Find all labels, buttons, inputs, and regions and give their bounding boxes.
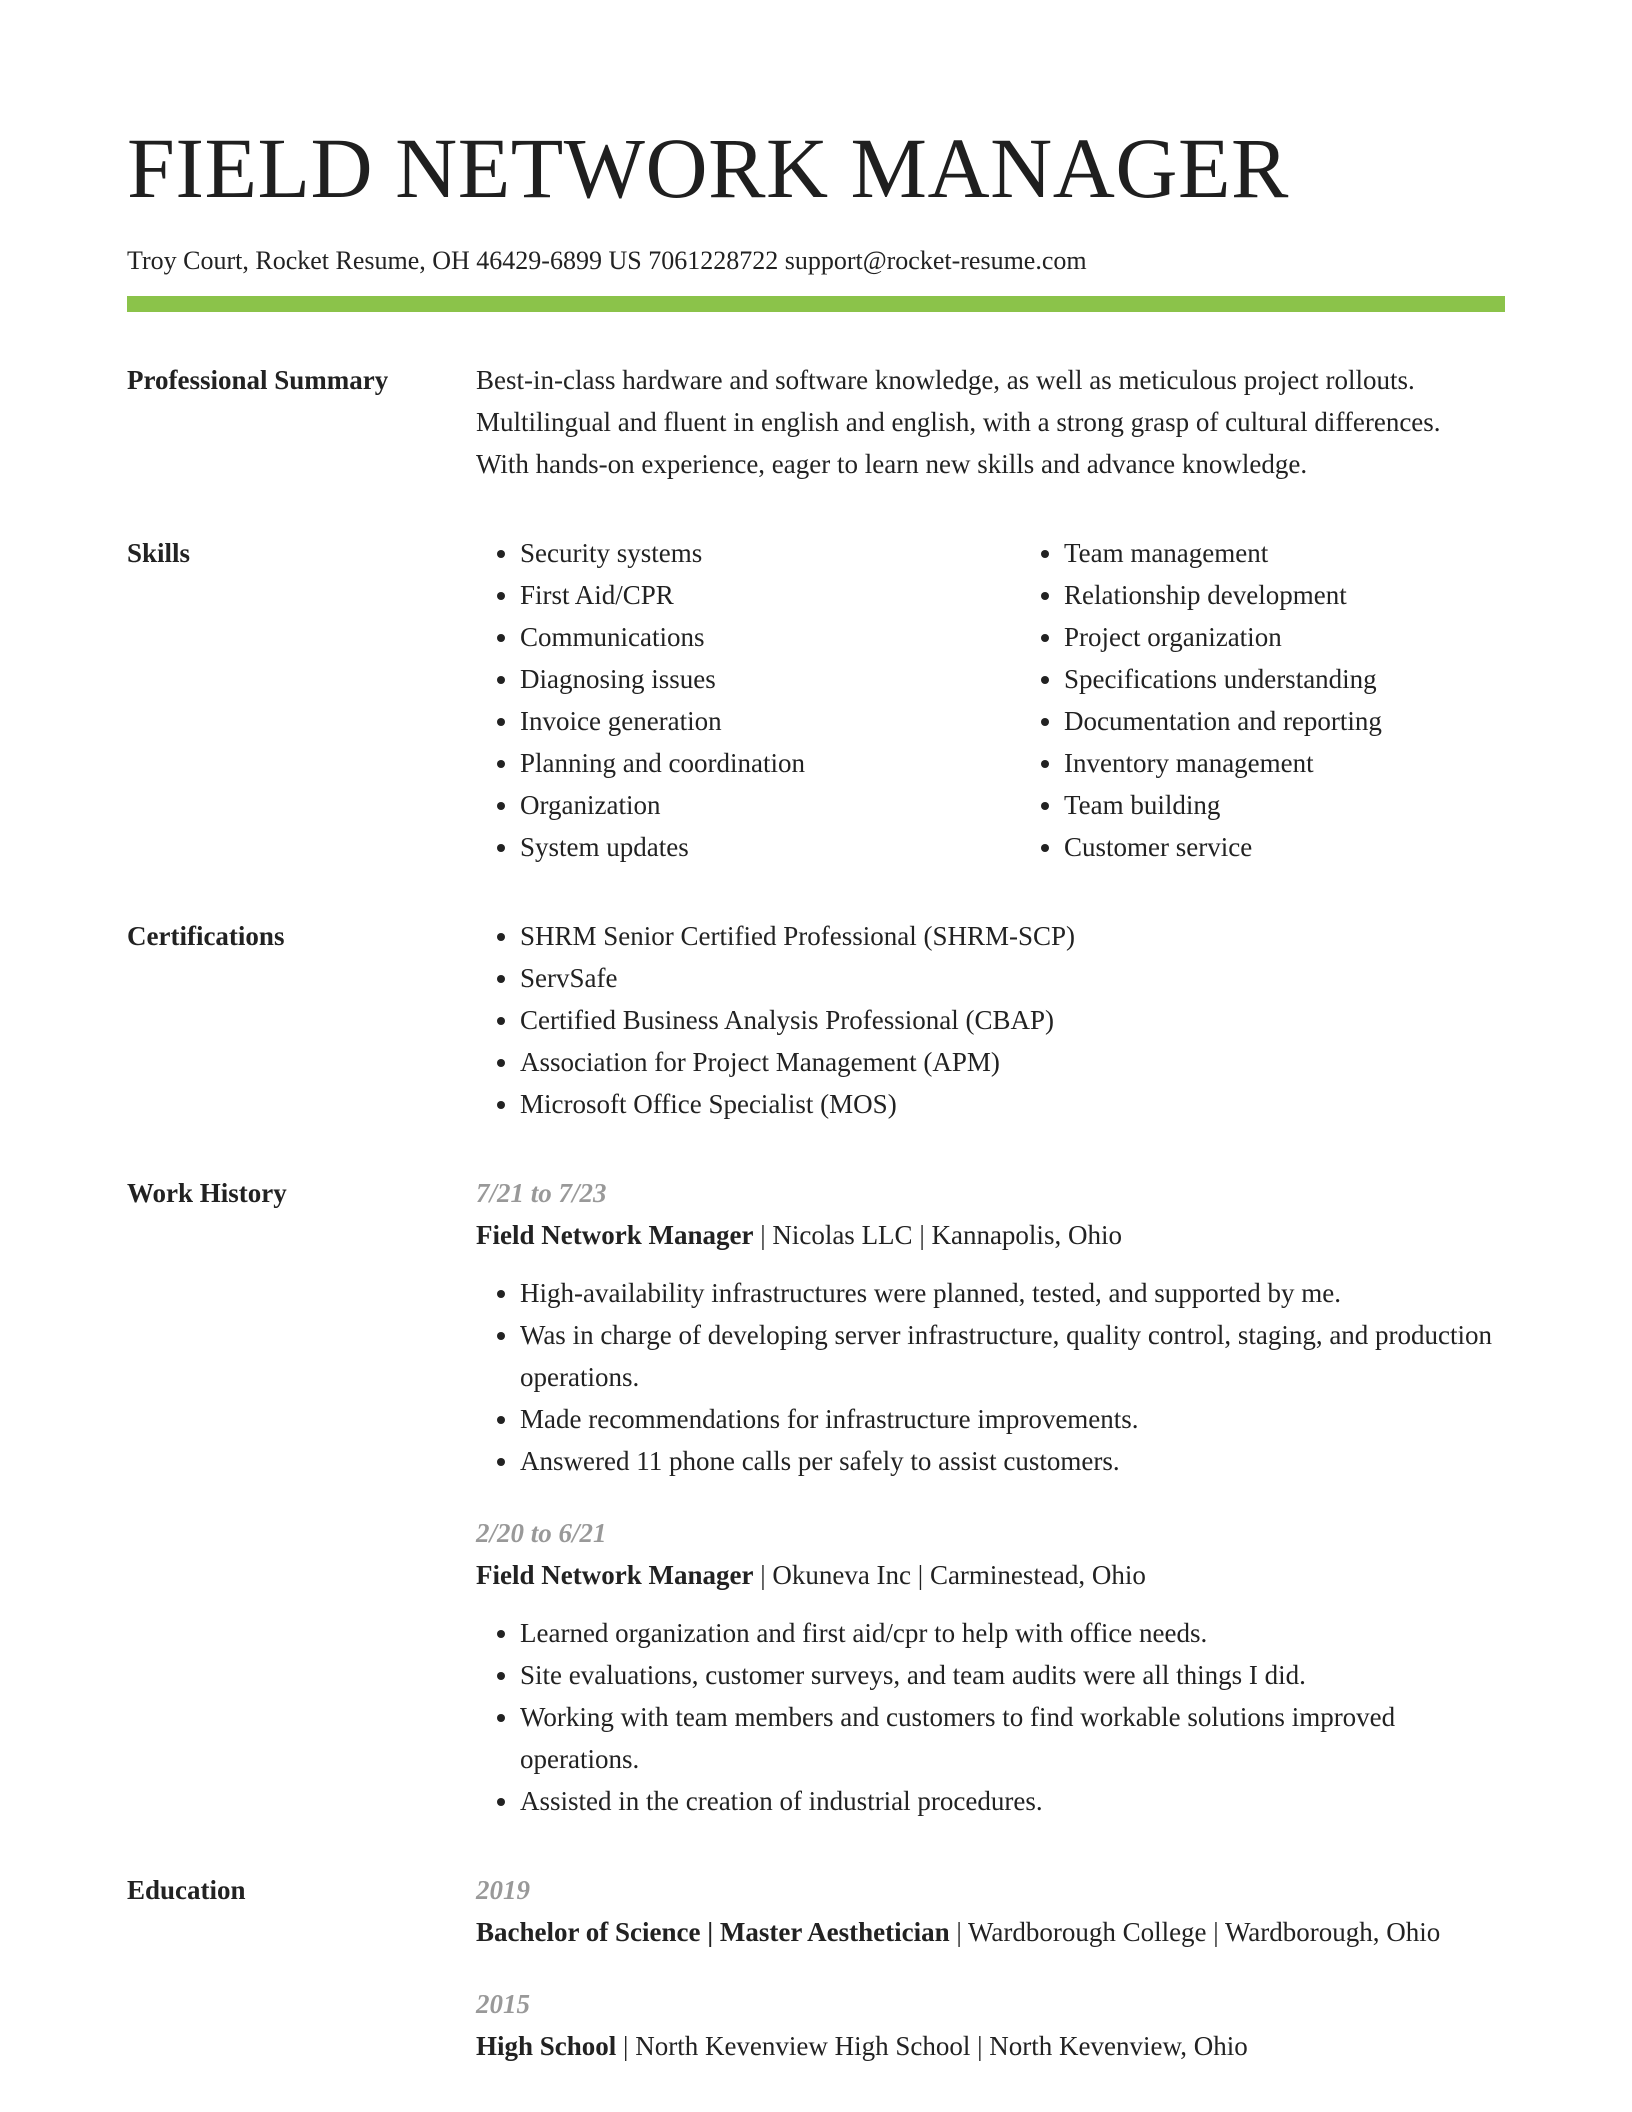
skill-item: • System updates [520, 826, 1020, 868]
candidate-name: FIELD NETWORK MANAGER [127, 120, 1289, 216]
summary-section [127, 359, 1505, 485]
job-dates: 7/21 to 7/23 [476, 1178, 607, 1208]
skill-item: • Planning and coordination [520, 742, 1020, 784]
summary-text: Best-in-class hardware and software knowledge, as well as meticulous project rollouts. Multilingual and fluent in english and english, with a strong grasp of cultural differences. With hands-on experience, eager to learn new skills and advance knowledge. [476, 365, 1441, 479]
skill-item: • Organization [520, 784, 1020, 826]
job-role-line [476, 1214, 1505, 1256]
accent-divider [127, 296, 1505, 312]
skill-item: • Documentation and reporting [1064, 700, 1564, 742]
certification-item: • SHRM Senior Certified Professional (SHRM-SCP) [520, 915, 1505, 957]
job-bullet: • Made recommendations for infrastructure improvements. [520, 1398, 1505, 1440]
job-entry [476, 1172, 1505, 1482]
job-details: | Okuneva Inc | Carminestead, Ohio [753, 1560, 1146, 1590]
job-role-line [476, 1554, 1505, 1596]
education-section [127, 1869, 1505, 2067]
education-entry [476, 1869, 1505, 1953]
contact-info: Troy Court, Rocket Resume, OH 46429-6899 US 7061228722 support@rocket-resume.com [127, 246, 1087, 275]
job-bullet: • Site evaluations, customer surveys, and team audits were all things I did. [520, 1654, 1505, 1696]
education-line [476, 1911, 1505, 1953]
section-label: Skills [127, 538, 191, 568]
section-label: Work History [127, 1178, 287, 1208]
skill-item: • Relationship development [1064, 574, 1564, 616]
education-details: | North Kevenview High School | North Kevenview, Ohio [616, 2031, 1248, 2061]
skills-section [127, 532, 1505, 868]
skill-item: • Team building [1064, 784, 1564, 826]
certifications-section [127, 915, 1505, 1125]
skill-item: • Communications [520, 616, 1020, 658]
job-entry [476, 1512, 1505, 1822]
skill-item: • Project organization [1064, 616, 1564, 658]
skills-column-right [1020, 532, 1564, 868]
job-bullet: • High-availability infrastructures were planned, tested, and supported by me. [520, 1272, 1505, 1314]
education-line [476, 2025, 1505, 2067]
certifications-list [476, 915, 1505, 1125]
education-degree: High School [476, 2031, 617, 2061]
certification-item: • Certified Business Analysis Professional (CBAP) [520, 999, 1505, 1041]
skill-item: • Diagnosing issues [520, 658, 1020, 700]
job-title: Field Network Manager [476, 1560, 754, 1590]
section-label: Education [127, 1875, 246, 1905]
skill-item: • First Aid/CPR [520, 574, 1020, 616]
education-degree: Bachelor of Science | Master Aesthetician [476, 1917, 950, 1947]
job-bullet: • Learned organization and first aid/cpr to help with office needs. [520, 1612, 1505, 1654]
section-label: Certifications [127, 921, 285, 951]
certification-item: • Microsoft Office Specialist (MOS) [520, 1083, 1505, 1125]
certification-item: • ServSafe [520, 957, 1505, 999]
education-entry [476, 1983, 1505, 2067]
skill-item: • Security systems [520, 532, 1020, 574]
skill-item: • Invoice generation [520, 700, 1020, 742]
work-history-section [127, 1172, 1505, 1822]
job-title: Field Network Manager [476, 1220, 754, 1250]
job-bullet: • Was in charge of developing server infrastructure, quality control, staging, and production operations. [520, 1314, 1505, 1398]
skills-column-left [476, 532, 1020, 868]
job-details: | Nicolas LLC | Kannapolis, Ohio [753, 1220, 1122, 1250]
job-dates: 2/20 to 6/21 [476, 1518, 607, 1548]
job-bullets [476, 1612, 1505, 1822]
skill-item: • Inventory management [1064, 742, 1564, 784]
education-year: 2019 [476, 1875, 530, 1905]
section-label: Professional Summary [127, 365, 389, 395]
education-details: | Wardborough College | Wardborough, Ohio [949, 1917, 1441, 1947]
job-bullet: • Working with team members and customers to find workable solutions improved operations. [520, 1696, 1505, 1780]
skill-item: • Specifications understanding [1064, 658, 1564, 700]
job-bullets [476, 1272, 1505, 1482]
job-bullet: • Assisted in the creation of industrial procedures. [520, 1780, 1505, 1822]
certification-item: • Association for Project Management (APM) [520, 1041, 1505, 1083]
skill-item: • Team management [1064, 532, 1564, 574]
job-bullet: • Answered 11 phone calls per safely to assist customers. [520, 1440, 1505, 1482]
education-year: 2015 [476, 1989, 530, 2019]
skill-item: • Customer service [1064, 826, 1564, 868]
